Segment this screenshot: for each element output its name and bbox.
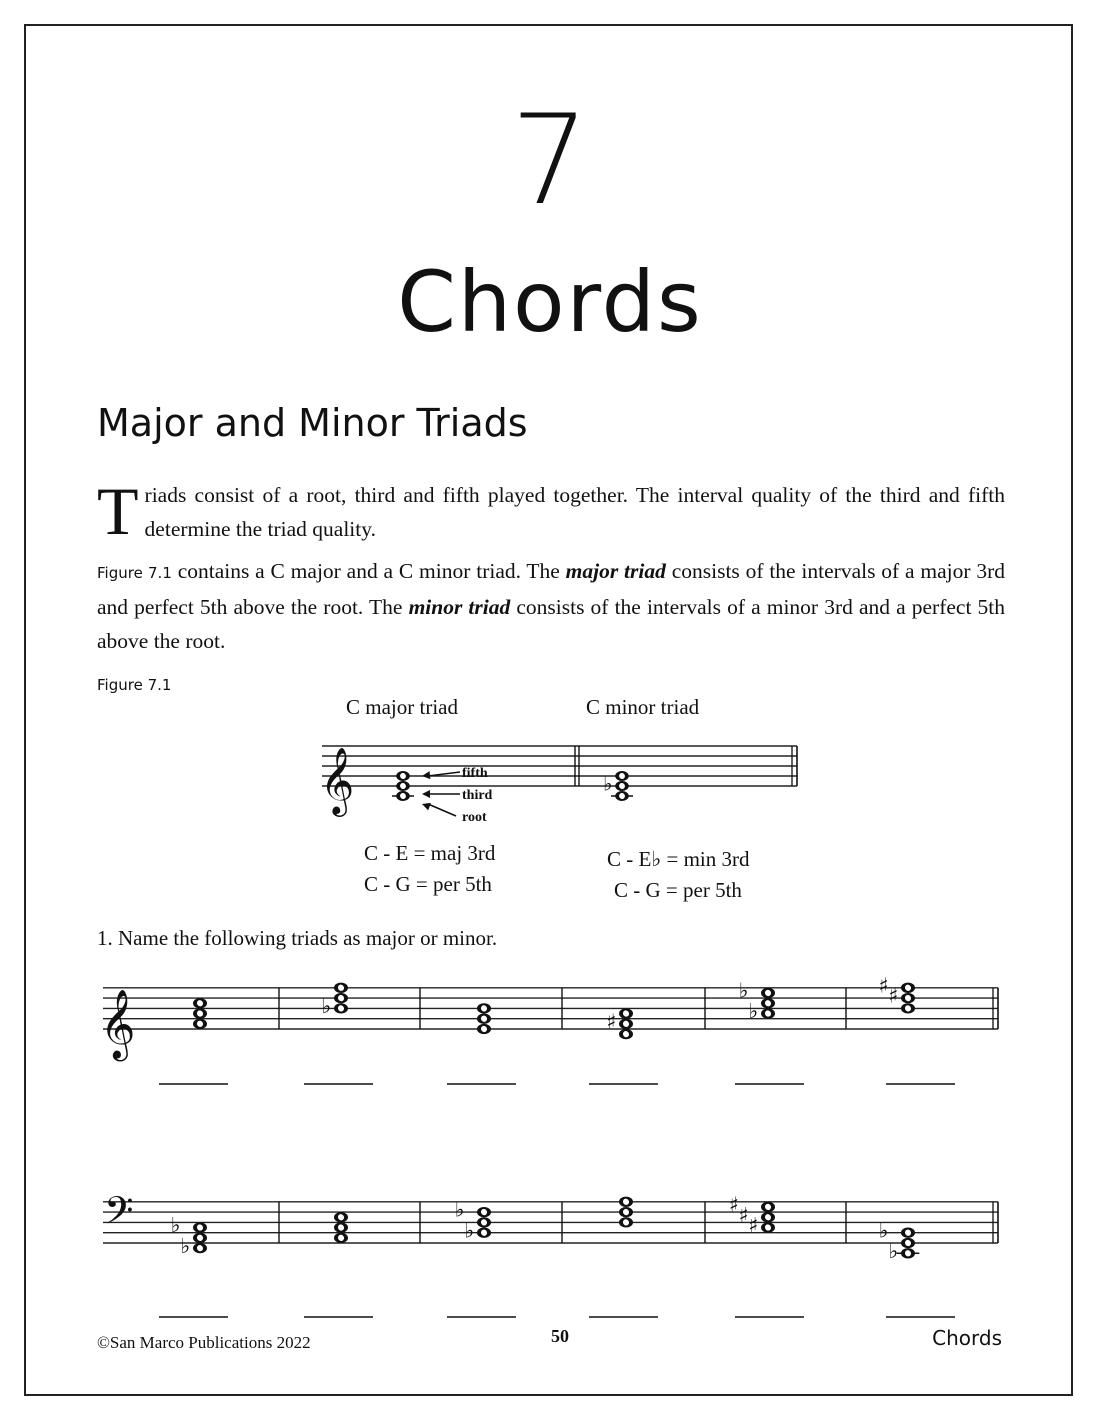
figure-reference: Figure 7.1 xyxy=(97,564,172,582)
arrow-head-icon xyxy=(422,790,430,798)
minor-triad-title: C minor triad xyxy=(586,695,700,719)
flat-icon: ♭ xyxy=(748,999,759,1024)
text-run: consists of the intervals of a minor 3rd and a perfect 5th above the root. xyxy=(97,595,1005,653)
figure-label: Figure 7.1 xyxy=(97,676,172,694)
treble-clef-icon: 𝄞 xyxy=(320,746,355,814)
term-major-triad: major triad xyxy=(565,559,666,583)
sharp-icon: ♯ xyxy=(888,983,899,1008)
major-triad-title: C major triad xyxy=(346,695,458,719)
treble-clef-icon: 𝄞 xyxy=(100,989,136,1059)
flat-icon: ♭ xyxy=(888,1238,899,1263)
sharp-icon: ♯ xyxy=(748,1213,759,1238)
copyright: ©San Marco Publications 2022 xyxy=(97,1333,311,1352)
flat-icon: ♭ xyxy=(180,1233,191,1258)
major-interval-fifth: C - G = per 5th xyxy=(364,872,492,896)
annotation-root: root xyxy=(462,810,487,825)
flat-icon: ♭ xyxy=(738,978,749,1003)
sharp-icon: ♯ xyxy=(728,1192,739,1217)
text-run: contains a C major and a C minor triad. The xyxy=(171,559,566,583)
flat-icon: ♭ xyxy=(464,1218,475,1243)
exercise-question: 1. Name the following triads as major or minor. xyxy=(97,926,498,950)
intro-text: riads consist of a root, third and fifth played together. The interval quality of the third and fifth determine the triad quality. xyxy=(144,483,1005,541)
flat-icon: ♭ xyxy=(321,994,332,1019)
flat-icon: ♭ xyxy=(878,1218,889,1243)
minor-interval-third: C - E♭ = min 3rd xyxy=(607,847,750,871)
minor-interval-fifth: C - G = per 5th xyxy=(614,878,742,902)
chapter-title: Chords xyxy=(397,253,703,351)
sharp-icon: ♯ xyxy=(738,1202,749,1227)
arrow-line xyxy=(428,804,456,816)
term-minor-triad: minor triad xyxy=(408,595,511,619)
sharp-icon: ♯ xyxy=(878,973,889,998)
annotation-third: third xyxy=(462,788,493,803)
arrow-head-icon xyxy=(422,771,430,779)
sharp-icon: ♯ xyxy=(606,1009,617,1034)
arrow-head-icon xyxy=(422,803,431,811)
section-heading: Major and Minor Triads xyxy=(97,401,528,445)
major-interval-third: C - E = maj 3rd xyxy=(364,841,496,865)
text-run: consists of the intervals of a major 3rd and perfect 5th above the root. The xyxy=(97,559,1005,619)
flat-icon: ♭ xyxy=(603,771,613,796)
drop-cap: T xyxy=(97,473,139,549)
page-number: 50 xyxy=(551,1326,569,1346)
flat-icon: ♭ xyxy=(454,1197,465,1222)
annotation-fifth: fifth xyxy=(462,766,488,781)
bass-clef-icon: 𝄢 xyxy=(104,1188,134,1242)
running-title: Chords xyxy=(932,1326,1002,1350)
chapter-number: 7 xyxy=(510,89,590,233)
flat-icon: ♭ xyxy=(170,1213,181,1238)
